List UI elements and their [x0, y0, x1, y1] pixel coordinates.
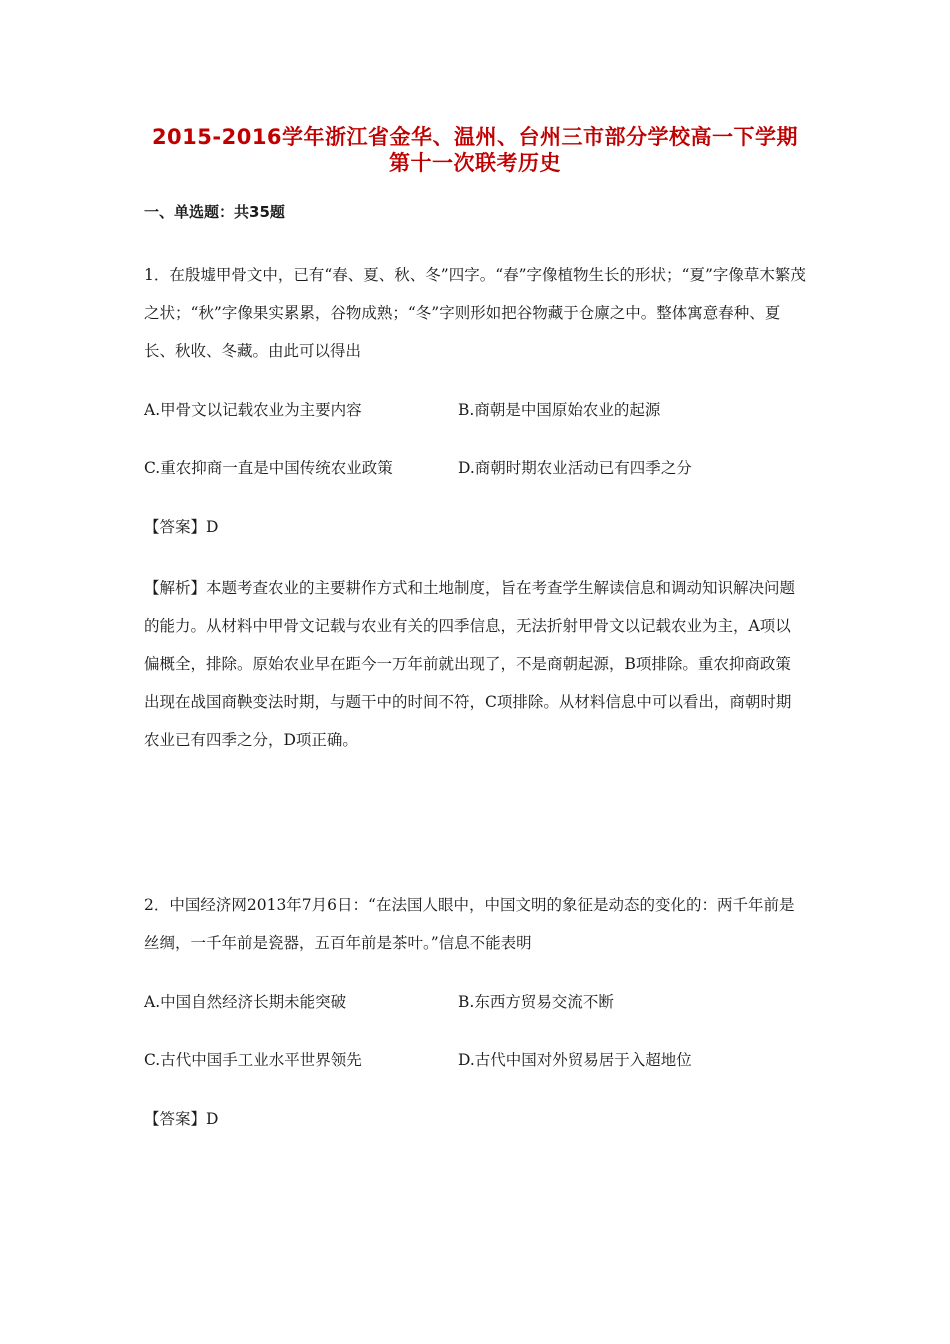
question-1-option-b: B.商朝是中国原始农业的起源: [458, 401, 661, 419]
document-title-line1: 2015-2016学年浙江省金华、温州、台州三市部分学校高一下学期: [151, 125, 799, 149]
question-2-answer: 【答案】D: [144, 1110, 219, 1128]
question-1-option-c: C.重农抑商一直是中国传统农业政策: [144, 459, 393, 477]
document-title-line2: 第十一次联考历史: [389, 151, 561, 175]
question-2-option-c: C.古代中国手工业水平世界领先: [144, 1051, 362, 1069]
question-1-answer: 【答案】D: [144, 518, 219, 536]
question-2-option-d: D.古代中国对外贸易居于入超地位: [458, 1051, 692, 1069]
question-2-option-b: B.东西方贸易交流不断: [458, 993, 614, 1011]
question-1-analysis: 【解析】本题考查农业的主要耕作方式和土地制度，旨在考查学生解读信息和调动知识解决问题的能力。从材料中甲骨文记载与农业有关的四季信息，无法折射甲骨文以记载农业为主，A项以偏概全，排除。原始农业早在距今一万年前就出现了，不是商朝起源，B项排除。重农抑商政策出现在战国商鞅变法时期，与题干中的时间不符，C项排除。从材料信息中可以看出，商朝时期农业已有四季之分，D项正确。: [144, 579, 796, 749]
question-2-stem: 2．中国经济网2013年7月6日：“在法国人眼中，中国文明的象征是动态的变化的：两千年前是丝绸，一千年前是瓷器，五百年前是茶叶。”信息不能表明: [144, 896, 795, 952]
question-1-option-a: A.甲骨文以记载农业为主要内容: [144, 401, 362, 419]
question-1-option-d: D.商朝时期农业活动已有四季之分: [458, 459, 692, 477]
question-1-stem: 1．在殷墟甲骨文中，已有“春、夏、秋、冬”四字。“春”字像植物生长的形状；“夏”字像草木繁茂之状；“秋”字像果实累累，谷物成熟；“冬”字则形如把谷物藏于仓廪之中。整体寓意春种、夏长、秋收、冬藏。由此可以得出: [144, 266, 806, 360]
question-2-option-a: A.中国自然经济长期未能突破: [144, 993, 347, 1011]
section-heading: 一、单选题：共35题: [144, 203, 285, 221]
